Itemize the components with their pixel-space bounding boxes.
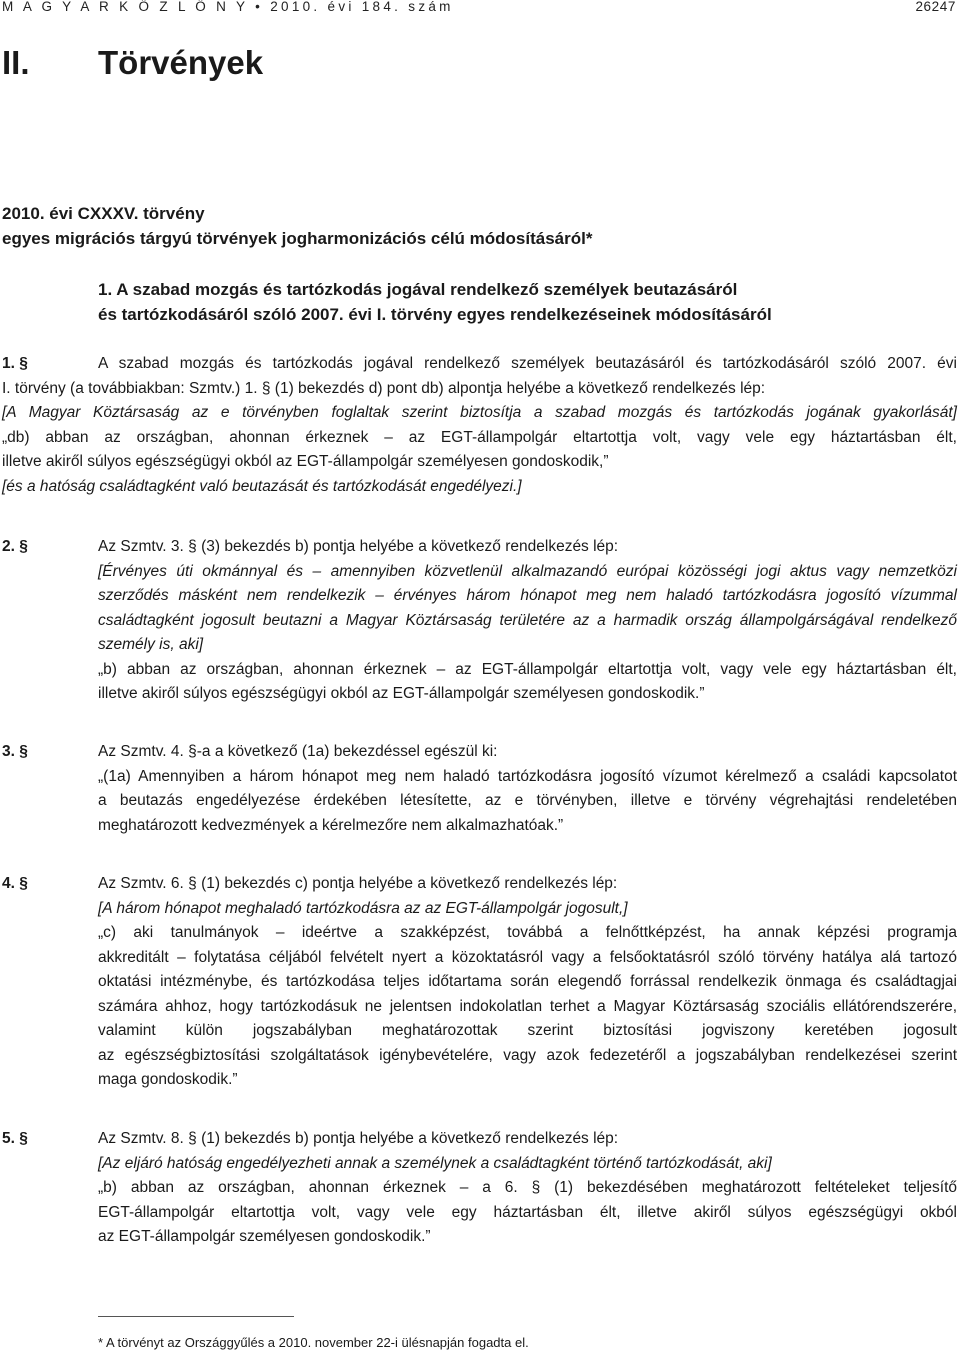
text-line: családtagként jogosult beutazni a Magyar Köztársaság területére az a harmadik ország állampolgárságával rendelkező: [98, 611, 957, 629]
text-line: EGT-állampolgár eltartottja volt, vagy vele egy háztartásban élt, illetve akiről súlyos egészségügyi okból: [98, 1203, 957, 1221]
text-line: Az Szmtv. 8. § (1) bekezdés b) pontja helyébe a következő rendelkezés lép:: [98, 1130, 619, 1147]
text-line: I. törvény (a továbbiakban: Szmtv.) 1. § (1) bekezdés d) pont db) alpontja helyébe a következő rendelkezés lép:: [2, 379, 766, 397]
paragraph-4: [2, 872, 957, 1093]
text-line: A szabad mozgás és tartózkodás jogával rendelkező személyek beutazásáról és tartózkodásáról szóló 2007. évi: [98, 355, 957, 372]
text-line: az EGT-állampolgár személyesen gondoskodik.”: [98, 1228, 431, 1245]
text-line: „b) abban az országban, ahonnan érkeznek – az EGT-állampolgár eltartottja volt, vagy vele egy háztartásban élt,: [98, 660, 957, 678]
text-line: „(1a) Amennyiben a három hónapot meg nem haladó tartózkodásra jogosító vízumot kérelmező a családi kapcsolatot: [98, 767, 957, 785]
paragraph-number: 2. §: [2, 538, 28, 555]
chapter-title-line: 1. A szabad mozgás és tartózkodás jogával rendelkező személyek beutazásáról: [98, 280, 738, 299]
text-line: az egészségbiztosítási szolgáltatások igénybevételére, vagy azok fedezetéről a jogszabályban rendelkezései szerint: [98, 1046, 957, 1064]
law-title: [2, 201, 592, 251]
text-line: [Érvényes úti okmánnyal és – amennyiben közvetlenül alkalmazandó európai közösségi jogi aktus vagy nemzetközi: [98, 562, 957, 580]
law-number: 2010. évi CXXXV. törvény: [2, 204, 205, 223]
text-line: a beutazás engedélyezése érdekében létesítette, az e törvényben, illetve e törvény végrehajtási rendeletében: [98, 792, 957, 809]
text-line: személy is, aki]: [98, 636, 204, 653]
chapter-title-line: és tartózkodásáról szóló 2007. évi I. törvény egyes rendelkezéseinek módosításáról: [98, 305, 772, 324]
text-line: „db) abban az országban, ahonnan érkeznek – az EGT-állampolgár eltartottja volt, vagy vele egy háztartásban élt,: [2, 428, 957, 446]
footnote: * A törvényt az Országgyűlés a 2010. november 22-i ülésnapján fogadta el.: [98, 1335, 529, 1350]
paragraph-5: [2, 1127, 957, 1250]
text-line: [és a hatóság családtagként való beutazását és tartózkodását engedélyezi.]: [2, 477, 522, 495]
section-title: Törvények: [98, 44, 264, 81]
text-line: valamint külön jogszabályban meghatározottak szerint biztosítási jogviszony keretében jogosult: [98, 1022, 957, 1039]
text-line: szerződés másként nem rendelkezik – érvényes három hónapot meg nem haladó tartózkodásra jogosító vízummal: [98, 587, 957, 604]
page-header: [2, 0, 956, 17]
text-line: oktatási intézménybe, és tartózkodása teljes időtartama során elegendő forrással rendelkezik önmaga és családtagjai: [98, 973, 957, 990]
paragraph-number: 1. §: [2, 355, 28, 372]
page-number: 26247: [915, 0, 956, 14]
law-subject: egyes migrációs tárgyú törvények jogharmonizációs célú módosításáról*: [2, 229, 593, 248]
text-line: Az Szmtv. 3. § (3) bekezdés b) pontja helyébe a következő rendelkezés lép:: [98, 538, 619, 555]
text-line: [A három hónapot meghaladó tartózkodásra az az EGT-állampolgár jogosult,]: [98, 899, 628, 917]
text-line: Az Szmtv. 6. § (1) bekezdés c) pontja helyébe a következő rendelkezés lép:: [98, 875, 618, 892]
journal-title: M A G Y A R K Ö Z L Ö N Y • 2010. évi 184. szám: [2, 0, 454, 14]
text-line: illetve akiről súlyos egészségügyi okból az EGT-állampolgár személyesen gondoskodik,”: [2, 453, 609, 470]
text-line: maga gondoskodik.”: [98, 1071, 238, 1088]
text-line: „c) aki tanulmányok – ideértve a szakképzést, továbbá a felnőttképzést, ha annak képzési programja: [98, 924, 957, 941]
paragraph-number: 5. §: [2, 1130, 28, 1147]
section-number: II.: [2, 44, 30, 81]
text-line: [Az eljáró hatóság engedélyezheti annak a személynek a családtagként történő tartózkodását, aki]: [98, 1154, 772, 1172]
text-line: meghatározott kedvezmények a kérelmezőre nem alkalmazhatóak.”: [98, 816, 564, 834]
paragraph-3: [2, 740, 957, 838]
chapter-title: [98, 277, 772, 327]
text-line: számára ahhoz, hogy tartózkodásuk ne jelentsen indokolatlan terhet a Magyar Köztársaság szociális ellátórendszerére,: [98, 997, 957, 1015]
text-line: „b) abban az országban, ahonnan érkeznek – a 6. § (1) bekezdésében meghatározott feltételeket teljesítő: [98, 1179, 957, 1196]
text-line: illetve akiről súlyos egészségügyi okból az EGT-állampolgár személyesen gondoskodik.”: [98, 685, 705, 702]
text-line: akkreditált – folytatása céljából felvételt nyert a közoktatásról vagy a felsőoktatásról szóló törvény hatálya alá tartozó: [98, 948, 957, 966]
text-line: Az Szmtv. 4. §-a a következő (1a) bekezdéssel egészül ki:: [98, 743, 498, 760]
paragraph-1: [2, 352, 957, 499]
paragraph-number: 4. §: [2, 875, 28, 892]
footnote-divider: [98, 1316, 294, 1317]
paragraph-2: [2, 535, 957, 707]
paragraph-number: 3. §: [2, 743, 28, 760]
text-line: [A Magyar Köztársaság az e törvényben foglaltak szerint biztosítja a szabad mozgás és tartózkodás jogának gyakorlását]: [2, 404, 957, 421]
